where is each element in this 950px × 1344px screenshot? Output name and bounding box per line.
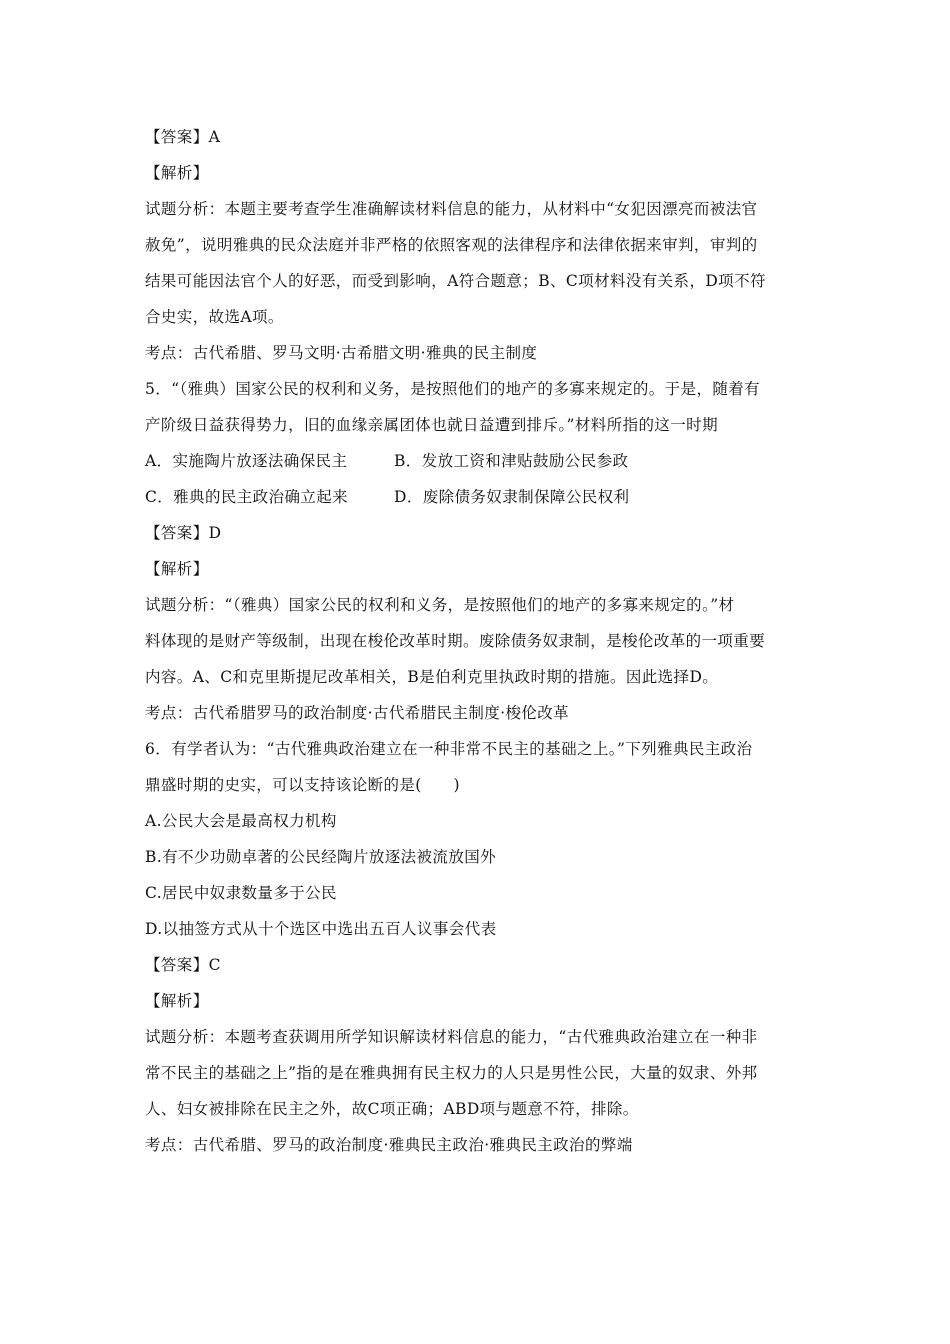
q4-kaodian: 考点：古代希腊、罗马文明·古希腊文明·雅典的民主制度 xyxy=(145,344,538,362)
q4-analysis-label: 【解析】 xyxy=(145,164,209,182)
q4-analysis-line-3: 结果可能因法官个人的好恶，而受到影响，A符合题意；B、C项材料没有关系，D项不符 xyxy=(145,272,766,290)
q6-option-a: A.公民大会是最高权力机构 xyxy=(145,812,337,830)
q6-analysis-line-1: 试题分析：本题考查获调用所学知识解读材料信息的能力，“古代雅典政治建立在一种非 xyxy=(145,1028,758,1046)
q5-answer: 【答案】D xyxy=(145,524,222,542)
q6-analysis-line-3: 人、妇女被排除在民主之外，故C项正确；ABD项与题意不符，排除。 xyxy=(145,1100,639,1118)
q5-stem-line-1: 5．“（雅典）国家公民的权利和义务，是按照他们的地产的多寡来规定的。于是，随着有 xyxy=(145,380,761,398)
q5-analysis-line-3: 内容。A、C和克里斯提尼改革相关，B是伯利克里执政时期的措施。因此选择D。 xyxy=(145,668,719,686)
q5-analysis-label: 【解析】 xyxy=(145,560,209,578)
q6-answer: 【答案】C xyxy=(145,956,221,974)
q6-analysis-line-2: 常不民主的基础之上”指的是在雅典拥有民主权力的人只是男性公民，大量的奴隶、外邦 xyxy=(145,1064,758,1082)
q4-answer: 【答案】A xyxy=(145,128,221,146)
q6-analysis-label: 【解析】 xyxy=(145,992,209,1010)
q5-option-a: A．实施陶片放逐法确保民主 xyxy=(145,452,348,470)
q6-option-d: D.以抽签方式从十个选区中选出五百人议事会代表 xyxy=(145,920,497,938)
q4-analysis-line-2: 赦免”，说明雅典的民众法庭并非严格的依照客观的法律程序和法律依据来审判，审判的 xyxy=(145,236,758,254)
q4-analysis-line-4: 合史实，故选A项。 xyxy=(145,308,284,326)
q5-option-d: D．废除债务奴隶制保障公民权利 xyxy=(394,488,630,506)
q5-stem-line-2: 产阶级日益获得势力，旧的血缘亲属团体也就日益遭到排斥。”材料所指的这一时期 xyxy=(145,416,718,434)
q6-stem-line-2: 鼎盛时期的史实，可以支持该论断的是( ) xyxy=(145,776,460,794)
q6-stem-line-1: 6．有学者认为：“古代雅典政治建立在一种非常不民主的基础之上。”下列雅典民主政治 xyxy=(145,740,753,758)
q6-kaodian: 考点：古代希腊、罗马的政治制度·雅典民主政治·雅典民主政治的弊端 xyxy=(145,1136,633,1154)
q5-analysis-line-1: 试题分析：“（雅典）国家公民的权利和义务，是按照他们的地产的多寡来规定的。”材 xyxy=(145,596,735,614)
q5-kaodian: 考点：古代希腊罗马的政治制度·古代希腊民主制度·梭伦改革 xyxy=(145,704,570,722)
q4-analysis-line-1: 试题分析：本题主要考查学生准确解读材料信息的能力，从材料中“女犯因漂亮而被法官 xyxy=(145,200,758,218)
q5-analysis-line-2: 料体现的是财产等级制，出现在梭伦改革时期。废除债务奴隶制，是梭伦改革的一项重要 xyxy=(145,632,766,650)
q6-option-b: B.有不少功勋卓著的公民经陶片放逐法被流放国外 xyxy=(145,848,497,866)
q5-option-c: C．雅典的民主政治确立起来 xyxy=(145,488,349,506)
q5-option-b: B．发放工资和津贴鼓励公民参政 xyxy=(394,452,629,470)
q6-option-c: C.居民中奴隶数量多于公民 xyxy=(145,884,337,902)
